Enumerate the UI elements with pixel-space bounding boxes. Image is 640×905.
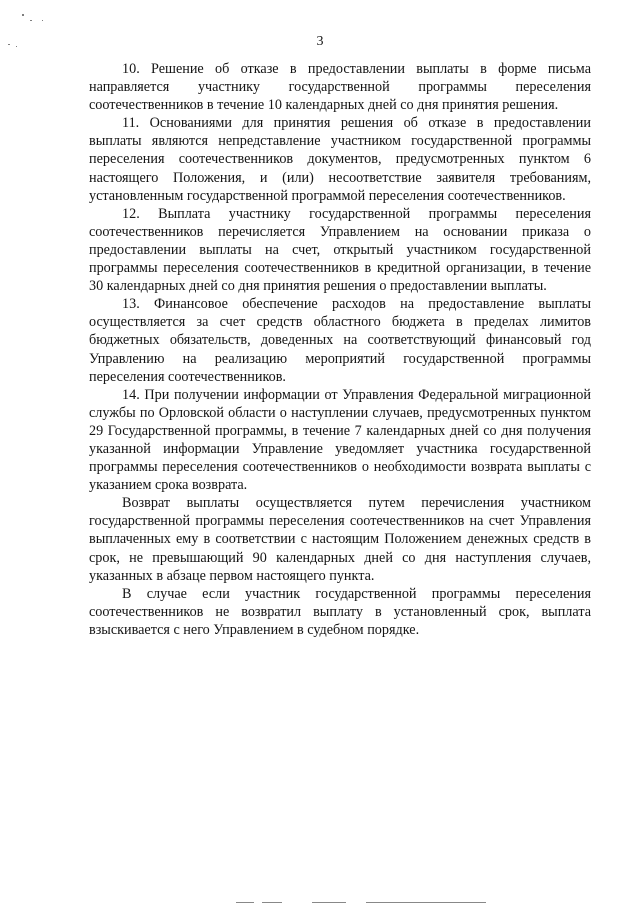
- paragraph-10: 10. Решение об отказе в предоставлении выплаты в форме письма направляется участнику государственной программы переселения соотечественников в течение 10 календарных дней со дня принятия решения.: [89, 61, 591, 114]
- paragraph-12: 12. Выплата участнику государственной программы переселения соотечественников перечисляется Управлением на основании приказа о предоставлении выплаты на счет, открытый участником государственной программы переселения соотечественников в кредитной организации, в течение 30 календарных дней со дня принятия решения о предоставлении выплаты.: [89, 205, 591, 295]
- page-number: 3: [316, 34, 324, 49]
- scan-bottom-edge: [0, 899, 640, 905]
- document-body: [89, 60, 591, 639]
- scan-speck: [30, 20, 32, 21]
- paragraph-return-procedure: Возврат выплаты осуществляется путем перечисления участником государственной программы переселения соотечественников на счет Управления выплаченных ему в соответствии с настоящим Положением денежных средств в срок, не превышающий 90 календарных дней со дня наступления случаев, указанных в абзаце первом настоящего пункта.: [89, 495, 591, 584]
- scan-speck: [42, 20, 43, 21]
- paragraph-13: 13. Финансовое обеспечение расходов на предоставление выплаты осуществляется за счет средств областного бюджета в пределах лимитов бюджетных обязательств, доведенных на соответствующий финансовый год Управлению на реализацию мероприятий государственной программы переселения соотечественников.: [89, 296, 591, 385]
- paragraph-11: 11. Основаниями для принятия решения об отказе в предоставлении выплаты являются непредставление участником государственной программы переселения соотечественников документов, предусмотренных пунктом 6 настоящего Положения, и (или) несоответствие заявителя требованиям, установленным государственной программой переселения соотечественников.: [89, 115, 591, 204]
- paragraph-14: 14. При получении информации от Управления Федеральной миграционной службы по Орловской области о наступлении случаев, предусмотренных пунктом 29 Государственной программы, в течение 7 календарных дней со дня получения указанной информации Управление уведомляет участника государственной программы переселения соотечественников о необходимости возврата выплаты с указанием срока возврата.: [89, 386, 591, 494]
- paragraph-court-recovery: В случае если участник государственной программы переселения соотечественников не возвратил выплату в установленный срок, выплата взыскивается с него Управлением в судебном порядке.: [89, 585, 591, 638]
- scan-speck: [22, 14, 24, 16]
